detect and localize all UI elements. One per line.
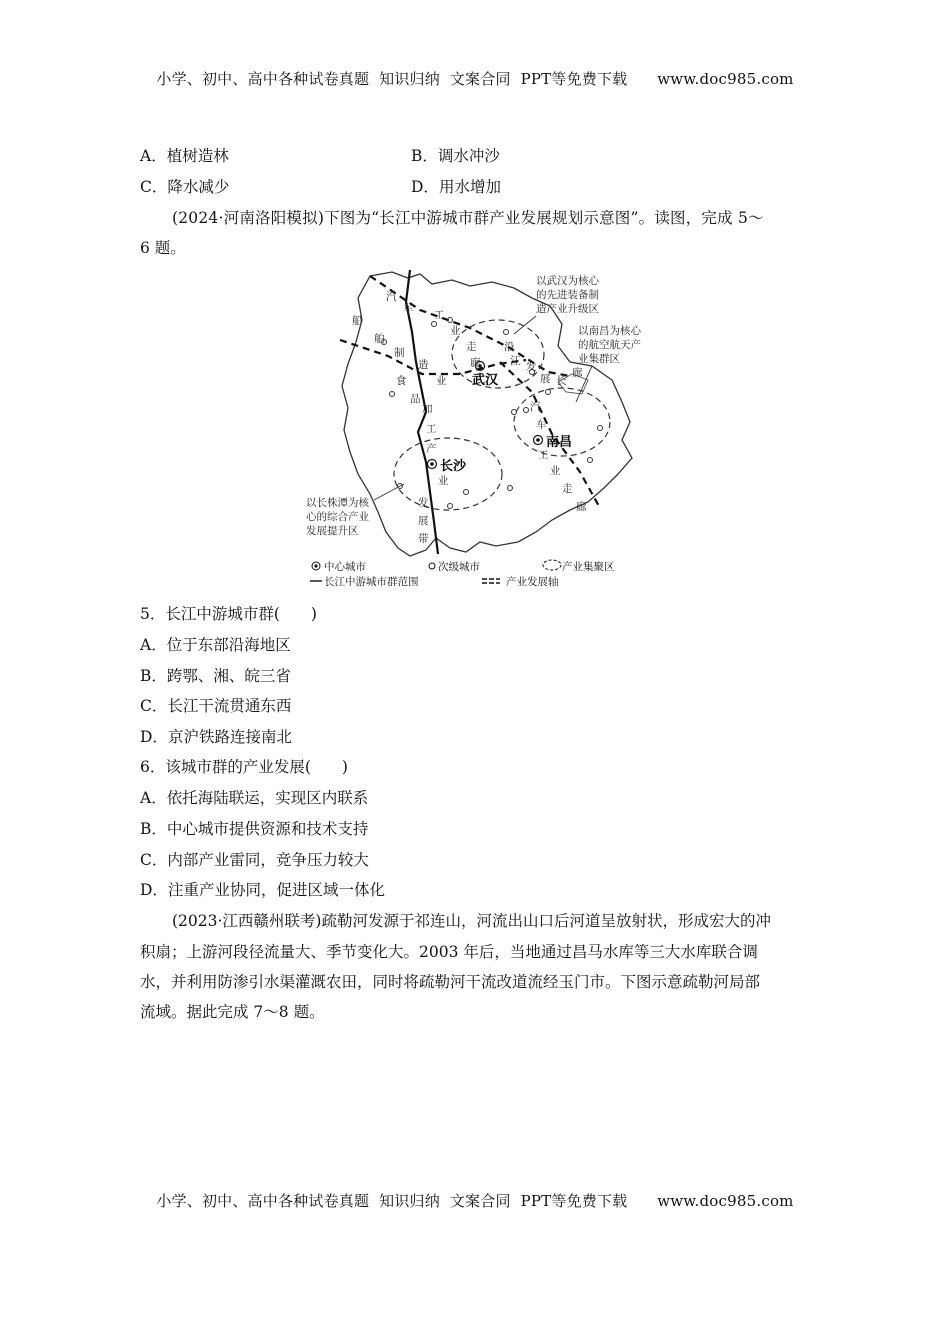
intro-2-line-3: 水，并利用防渗引水渠灌溉农田，同时将疏勒河干流改道流经玉门市。下图示意疏勒河局部 [140, 973, 761, 991]
cluster-changsha [394, 438, 502, 510]
svg-text:品: 品 [410, 393, 421, 405]
svg-text:汽: 汽 [386, 291, 397, 303]
svg-text:造产业升级区: 造产业升级区 [536, 303, 599, 315]
svg-text:造: 造 [418, 359, 429, 371]
svg-text:产: 产 [426, 443, 437, 455]
svg-text:以南昌为核心: 以南昌为核心 [578, 325, 641, 337]
prev-option-a: A．植树造林 [140, 147, 229, 165]
svg-text:江: 江 [510, 355, 521, 367]
svg-text:业: 业 [550, 465, 561, 477]
svg-text:廊: 廊 [572, 367, 583, 379]
svg-text:加: 加 [422, 403, 433, 415]
legend-secondary-city: 次级城市 [438, 561, 480, 573]
header-site-text: 小学、初中、高中各种试卷真题 知识归纳 文案合同 PPT等免费下载 [156, 70, 628, 88]
svg-text:走: 走 [466, 341, 477, 353]
prev-option-c: C．降水减少 [140, 178, 230, 196]
q5-option-b: B．跨鄂、湘、皖三省 [140, 667, 291, 685]
svg-text:心的综合产业: 心的综合产业 [306, 511, 369, 523]
svg-text:车: 车 [403, 303, 414, 315]
intro-2-line-4: 流域。据此完成 7～8 题。 [140, 1003, 325, 1021]
svg-text:发: 发 [418, 497, 429, 509]
svg-text:以长株潭为核: 以长株潭为核 [306, 497, 369, 509]
svg-text:展: 展 [418, 515, 429, 527]
svg-text:业: 业 [438, 475, 449, 487]
svg-text:发展提升区: 发展提升区 [306, 525, 359, 537]
axis-west [340, 340, 526, 374]
legend-center-city: 中心城市 [324, 561, 366, 573]
page-header [0, 68, 950, 89]
svg-text:带: 带 [418, 533, 429, 545]
q6-option-a: A．依托海陆联运，实现区内联系 [140, 789, 369, 807]
prev-option-d: D．用水增加 [411, 178, 501, 196]
intro-1-line-2: 6 题。 [140, 239, 186, 257]
q5-option-c: C．长江干流贯通东西 [140, 697, 292, 715]
svg-text:业: 业 [436, 375, 447, 387]
svg-text:廊: 廊 [576, 501, 587, 513]
q6-option-b: B．中心城市提供资源和技术支持 [140, 820, 369, 838]
label-wuhan: 武汉 [472, 373, 499, 388]
svg-text:工: 工 [538, 449, 549, 461]
svg-text:车: 车 [536, 419, 547, 431]
legend-cluster: 产业集聚区 [562, 561, 615, 573]
intro-1-line-1: (2024·河南洛阳模拟)下图为“长江中游城市群产业发展规划示意图”。读图，完成 5～ [172, 209, 764, 227]
header-url[interactable]: www.doc985.com [657, 70, 794, 88]
footer-url[interactable]: www.doc985.com [657, 1192, 794, 1210]
svg-text:以武汉为核心: 以武汉为核心 [536, 275, 599, 287]
svg-text:走: 走 [562, 483, 573, 495]
page-footer [0, 1190, 950, 1211]
svg-text:沿: 沿 [504, 341, 515, 353]
svg-text:工: 工 [434, 309, 445, 321]
q5-option-d: D．京沪铁路连接南北 [140, 728, 292, 746]
svg-text:工: 工 [426, 423, 437, 435]
q6-stem: 6．该城市群的产业发展( ) [140, 758, 348, 776]
svg-text:廊: 廊 [470, 357, 481, 369]
q5-option-a: A．位于东部沿海地区 [140, 636, 291, 654]
svg-text:的先进装备制: 的先进装备制 [536, 289, 599, 301]
label-changsha: 长沙 [440, 459, 467, 474]
svg-text:舶: 舶 [374, 333, 385, 345]
svg-text:的航空航天产: 的航空航天产 [578, 339, 641, 351]
svg-text:业集群区: 业集群区 [578, 353, 620, 365]
legend-axis: 产业发展轴 [506, 576, 559, 588]
q6-option-c: C．内部产业雷同，竞争压力较大 [140, 851, 369, 869]
legend-boundary: 长江中游城市群范围 [324, 576, 419, 588]
svg-text:业: 业 [450, 325, 461, 337]
footer-site-text: 小学、初中、高中各种试卷真题 知识归纳 文案合同 PPT等免费下载 [156, 1192, 628, 1210]
prev-option-b: B．调水冲沙 [411, 147, 500, 165]
intro-2-line-2: 积扇；上游河段径流量大、季节变化大。2003 年后，当地通过昌马水库等三大水库联合调 [140, 943, 758, 961]
yangtze-cities-map [300, 262, 650, 592]
q5-stem: 5．长江中游城市群( ) [140, 605, 317, 623]
svg-text:汽: 汽 [530, 401, 541, 413]
intro-2-line-1: (2023·江西赣州联考)疏勒河发源于祁连山，河流出山口后河道呈放射状，形成宏大的冲 [172, 912, 771, 930]
svg-text:食: 食 [396, 375, 407, 387]
svg-text:展: 展 [540, 373, 551, 385]
svg-text:船: 船 [352, 315, 363, 327]
svg-text:发: 发 [526, 361, 537, 373]
label-nanchang: 南昌 [546, 435, 573, 450]
svg-text:制: 制 [394, 347, 405, 359]
svg-text:长: 长 [556, 375, 567, 387]
q6-option-d: D．注重产业协同，促进区域一体化 [140, 881, 385, 899]
